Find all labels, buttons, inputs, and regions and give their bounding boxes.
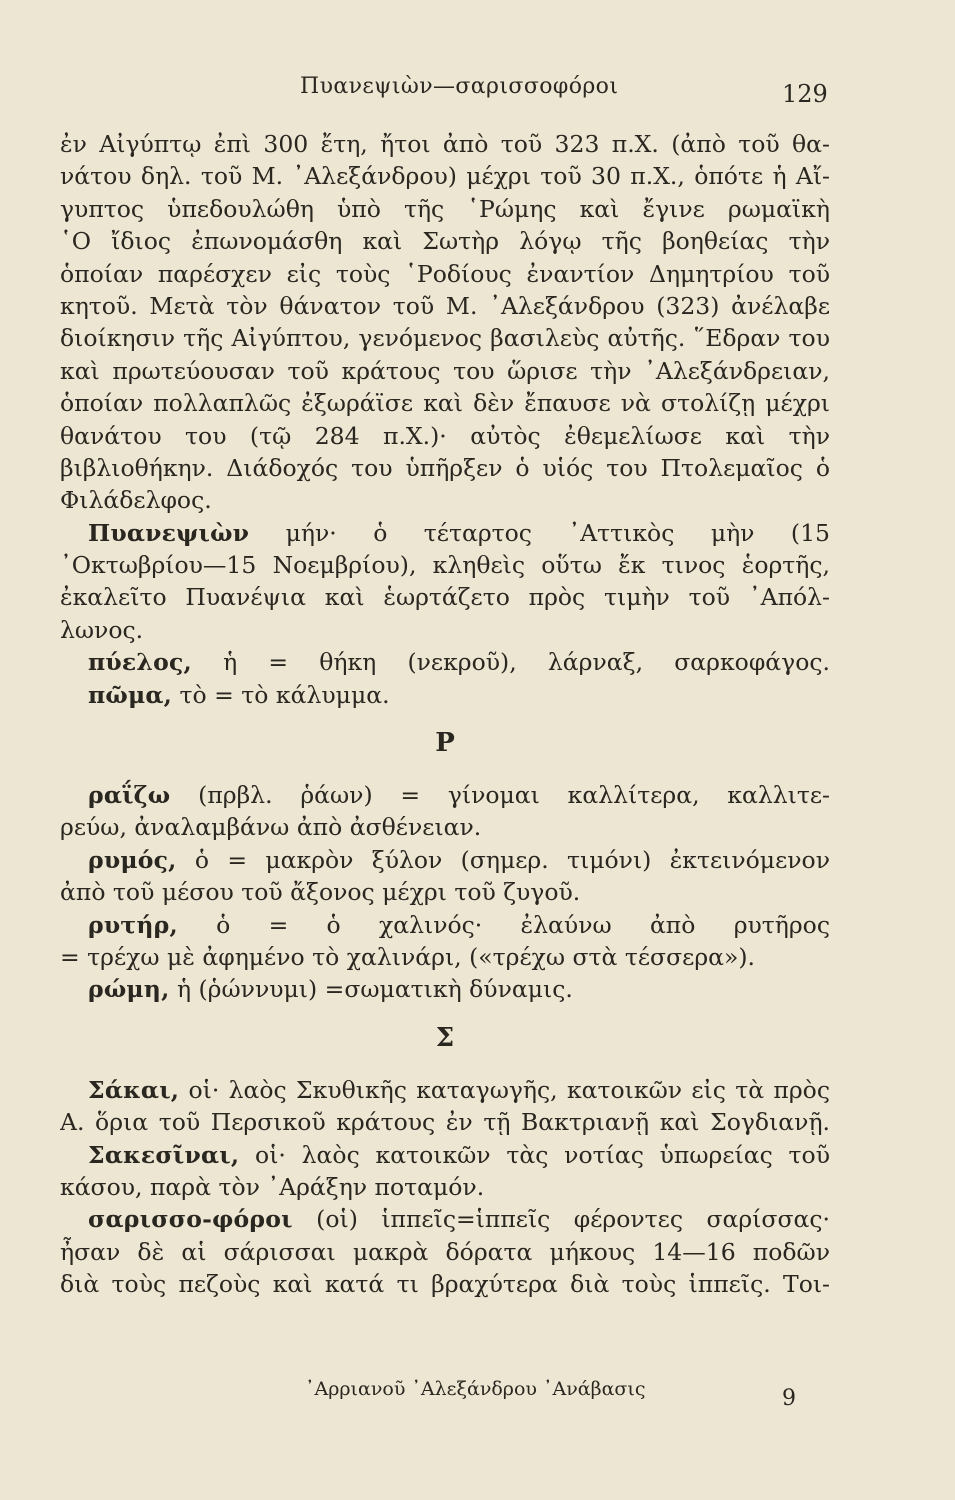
entry-text: ἡ = θήκη (νεκροῦ), λάρναξ, σαρκοφάγος.	[223, 648, 830, 677]
text-line: = τρέχω μὲ ἀφημένο τὸ χαλινάρι, («τρέχω στὰ τέσσερα»).	[60, 942, 756, 971]
entry-ryter-cont	[60, 941, 830, 973]
entry-headword: Πυανεψιὼν	[88, 518, 250, 547]
section-letter-sigma: Σ	[435, 1022, 455, 1053]
text-line: κητοῦ. Μετὰ τὸν θάνατον τοῦ Μ. ᾿Αλεξάνδρου (323) ἀνέλαβε	[60, 291, 830, 320]
text-line	[88, 973, 830, 1005]
entry-sarissophoroi-cont	[60, 1236, 830, 1301]
text-line	[88, 1074, 830, 1106]
text-line: ᾿Οκτωβρίου—15 Νοεμβρίου), κληθεὶς οὕτω ἔκ τινος ἑορτῆς,	[60, 551, 830, 580]
page-footer	[0, 1378, 955, 1418]
entry-rymos-cont	[60, 876, 830, 908]
entry-pyanepsion	[60, 517, 830, 549]
text-line: καὶ πρωτεύουσαν τοῦ κράτους του ὥρισε τὴν ᾿Αλεξάνδρειαν,	[60, 356, 830, 385]
text-line: διοίκησιν τῆς Αἰγύπτου, γενόμενος βασιλεὺς αὐτῆς. ῞Εδραν του	[60, 324, 830, 353]
entry-headword: ραΐζω	[88, 781, 171, 810]
entry-headword: Σακεσῖναι,	[88, 1140, 240, 1169]
entry-raizo-cont	[60, 811, 830, 843]
entry-ryter	[60, 909, 830, 941]
text-line: ἀπὸ τοῦ μέσου τοῦ ἄξονος μέχρι τοῦ ζυγοῦ.	[60, 878, 581, 907]
entry-headword: Σάκαι,	[88, 1075, 180, 1104]
entry-sakesinai	[60, 1139, 830, 1171]
text-line	[88, 679, 830, 711]
entry-text: οἱ· λαὸς κατοικῶν τὰς νοτίας ὑπωρείας τοῦ	[255, 1140, 830, 1169]
entry-pyanepsion-cont	[60, 549, 830, 646]
text-line: ὁποίαν παρέσχεν εἰς τοὺς ῾Ροδίους ἐναντίον Δημητρίου τοῦ	[60, 259, 830, 288]
signature-mark: 9	[782, 1386, 796, 1411]
text-line: κάσου, παρὰ τὸν ᾿Αράξην ποταμόν.	[60, 1172, 485, 1201]
text-line: Φιλάδελφος.	[60, 486, 212, 515]
footer-citation: ᾿Αρριανοῦ ᾿Αλεξάνδρου ᾿Ανάβασις	[305, 1378, 646, 1400]
text-line	[88, 1139, 830, 1171]
text-line	[88, 844, 830, 876]
entry-pyelos	[60, 646, 830, 678]
entry-sarissophoroi	[60, 1203, 830, 1235]
entry-text: ὁ = μακρὸν ξύλον (σημερ. τιμόνι) ἐκτεινόμενον	[194, 845, 830, 874]
entry-sakai-cont	[60, 1106, 830, 1138]
entry-text: (οἱ) ἱππεῖς=ἱππεῖς φέροντες σαρίσσας·	[316, 1205, 830, 1234]
text-line: διὰ τοὺς πεζοὺς καὶ κατά τι βραχύτερα διὰ τοὺς ἱππεῖς. Τοι-	[60, 1270, 830, 1299]
text-line: ἐν Αἰγύπτῳ ἐπὶ 300 ἔτη, ἤτοι ἀπὸ τοῦ 323 π.Χ. (ἀπὸ τοῦ θα-	[60, 130, 830, 158]
text-line	[88, 779, 830, 811]
page-number: 129	[782, 80, 828, 108]
entry-rymos	[60, 844, 830, 876]
entry-sakesinai-cont	[60, 1171, 830, 1203]
text-line: ἦσαν δὲ αἱ σάρισσαι μακρὰ δόρατα μήκους 14—16 ποδῶν	[60, 1237, 830, 1266]
glossary-body	[60, 128, 830, 1301]
text-line	[88, 517, 830, 549]
entry-poma	[60, 679, 830, 711]
entry-continuation	[60, 128, 830, 517]
text-line: ρεύω, ἀναλαμβάνω ἀπὸ ἀσθένειαν.	[60, 813, 482, 842]
entry-headword: σαρισσο-φόροι	[88, 1205, 293, 1234]
text-line: νάτου δηλ. τοῦ Μ. ᾿Αλεξάνδρου) μέχρι τοῦ 30 π.Χ., ὁπότε ἡ Αἴ-	[60, 162, 830, 191]
text-line: βιβλιοθήκην. Διάδοχός του ὑπῆρξεν ὁ υἱός του Πτολεμαῖος ὁ	[60, 453, 830, 482]
entry-headword: ρυμός,	[88, 845, 177, 874]
entry-text: ὁ = ὁ χαλινός· ἐλαύνω ἀπὸ ρυτῆρος	[216, 910, 830, 939]
entry-text: ἡ (ῥώννυμι) =σωματικὴ δύναμις.	[176, 975, 573, 1004]
entry-text: (πρβλ. ῥάων) = γίνομαι καλλίτερα, καλλιτε-	[198, 781, 830, 810]
text-line: ῾Ο ἴδιος ἐπωνομάσθη καὶ Σωτὴρ λόγῳ τῆς βοηθείας τὴν	[60, 227, 830, 256]
entry-headword: πύελος,	[88, 648, 192, 677]
running-title: Πυανεψιὼν—σαρισσοφόροι	[300, 74, 619, 99]
text-line	[88, 1203, 830, 1235]
entry-text: τὸ = τὸ κάλυμμα.	[179, 680, 390, 709]
entry-headword: πῶμα,	[88, 680, 173, 709]
entry-rome	[60, 973, 830, 1005]
text-line: Α. ὅρια τοῦ Περσικοῦ κράτους ἐν τῇ Βακτριανῇ καὶ Σογδιανῇ.	[60, 1108, 830, 1137]
text-line	[88, 909, 830, 941]
entry-raizo	[60, 779, 830, 811]
text-line: ὁποίαν πολλαπλῶς ἐξωράϊσε καὶ δὲν ἔπαυσε νὰ στολίζῃ μέχρι	[60, 389, 830, 418]
entry-text: οἱ· λαὸς Σκυθικῆς καταγωγῆς, κατοικῶν εἰς τὰ πρὸς	[188, 1075, 830, 1104]
text-line: γυπτος ὑπεδουλώθη ὑπὸ τῆς ῾Ρώμης καὶ ἔγινε ρωμαϊκὴ	[60, 194, 830, 223]
entry-headword: ρυτήρ,	[88, 910, 178, 939]
text-line: ἐκαλεῖτο Πυανέψια καὶ ἑωρτάζετο πρὸς τιμὴν τοῦ ᾿Απόλ-	[60, 583, 830, 612]
entry-sakai	[60, 1074, 830, 1106]
entry-headword: ρώμη,	[88, 975, 170, 1004]
entry-text: μήν· ὁ τέταρτος ᾿Αττικὸς μὴν (15	[285, 518, 830, 547]
text-line: θανάτου του (τῷ 284 π.Χ.)· αὐτὸς ἐθεμελίωσε καὶ τὴν	[60, 421, 830, 450]
section-letter-rho: Ρ	[435, 728, 455, 759]
text-line: λωνος.	[60, 615, 144, 644]
running-head	[0, 74, 955, 108]
text-line	[88, 646, 830, 678]
